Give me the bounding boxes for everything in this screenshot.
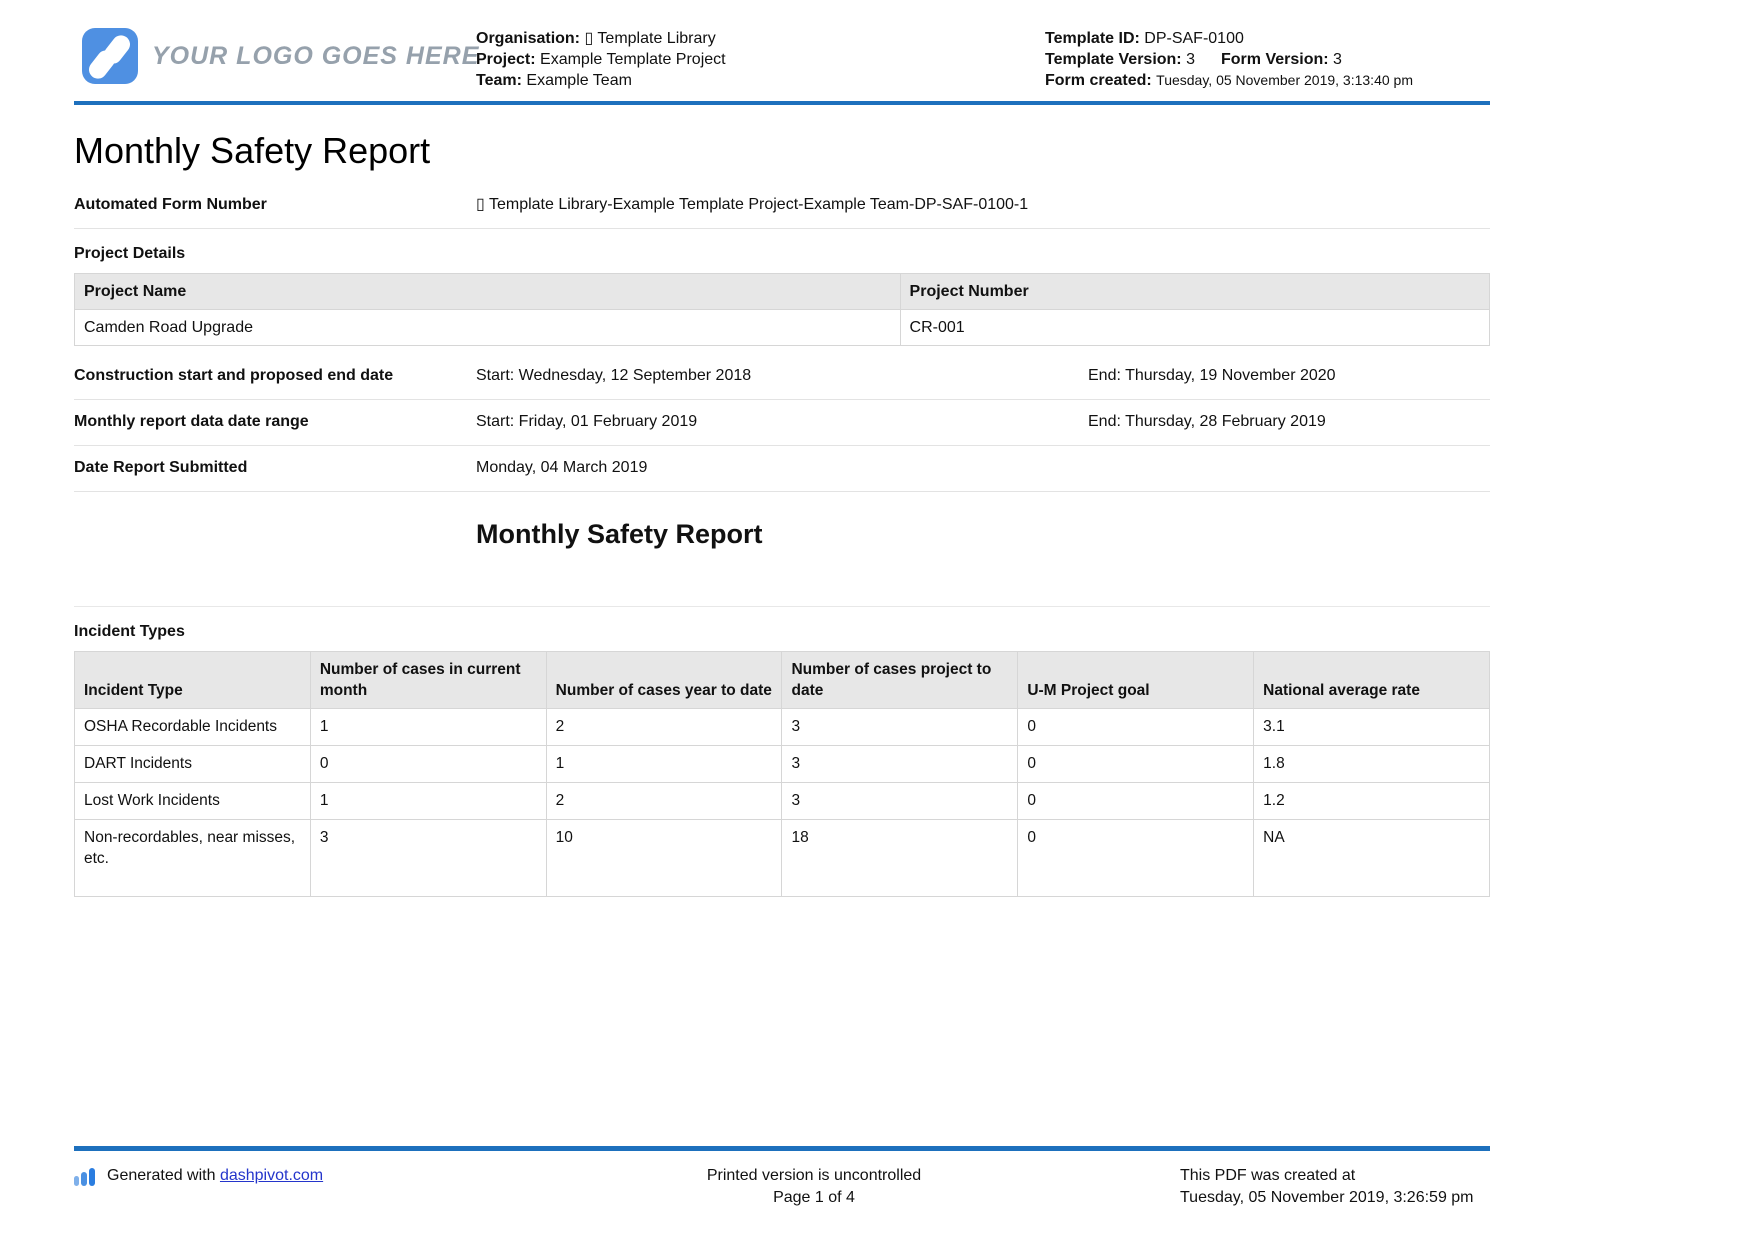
report-range-end-value: End: Thursday, 28 February 2019	[1088, 413, 1326, 430]
cell: 1	[310, 783, 546, 820]
team-line	[476, 70, 726, 91]
logo-icon	[82, 28, 138, 84]
cell: Lost Work Incidents	[75, 783, 311, 820]
automated-form-number-value: ▯ Template Library-Example Template Project-Example Team-DP-SAF-0100-1	[476, 196, 1029, 213]
document-header	[74, 26, 1490, 98]
cell: 1	[310, 709, 546, 746]
cell: 1.2	[1254, 783, 1490, 820]
cell: 10	[546, 820, 782, 897]
team-label: Team:	[476, 72, 522, 89]
construction-end-value: End: Thursday, 19 November 2020	[1088, 367, 1336, 384]
cell: 3	[782, 783, 1018, 820]
report-range-row	[74, 400, 1490, 446]
cases-project-to-date-header: Number of cases project to date	[782, 652, 1018, 709]
cell: Non-recordables, near misses, etc.	[75, 820, 311, 897]
section-heading: Monthly Safety Report	[476, 519, 763, 549]
project-goal-header: U-M Project goal	[1018, 652, 1254, 709]
cell: OSHA Recordable Incidents	[75, 709, 311, 746]
dashpivot-link[interactable]: dashpivot.com	[219, 1167, 324, 1184]
organisation-value: ▯ Template Library	[584, 30, 716, 47]
report-range-label: Monthly report data date range	[74, 413, 309, 430]
table-header-row	[75, 652, 1490, 709]
cell: DART Incidents	[75, 746, 311, 783]
form-version-value: 3	[1333, 51, 1342, 68]
cell: 3	[782, 746, 1018, 783]
form-version-label: Form Version:	[1221, 51, 1329, 68]
table-row	[75, 310, 1490, 346]
table-row	[75, 820, 1490, 897]
company-logo	[82, 28, 479, 84]
cell: NA	[1254, 820, 1490, 897]
header-template-block	[1045, 28, 1413, 91]
page-number: Page 1 of 4	[773, 1189, 855, 1206]
project-value: Example Template Project	[540, 51, 726, 68]
cell: 2	[546, 709, 782, 746]
report-range-start-value: Start: Friday, 01 February 2019	[476, 413, 698, 430]
date-submitted-row	[74, 446, 1490, 492]
date-submitted-value: Monday, 04 March 2019	[476, 459, 648, 476]
cell: 0	[1018, 746, 1254, 783]
automated-form-number-row	[74, 183, 1490, 229]
page-title: Monthly Safety Report	[74, 130, 431, 171]
generated-with-text: Generated with	[107, 1167, 220, 1184]
footer-created-at	[1084, 1165, 1490, 1209]
cell: 2	[546, 783, 782, 820]
table-row	[75, 783, 1490, 820]
cell: 1.8	[1254, 746, 1490, 783]
automated-form-number-label: Automated Form Number	[74, 196, 267, 213]
cell: 0	[1018, 783, 1254, 820]
footer-center	[544, 1165, 1084, 1209]
organisation-label: Organisation:	[476, 30, 581, 47]
template-id-label: Template ID:	[1045, 30, 1140, 47]
construction-start-value: Start: Wednesday, 12 September 2018	[476, 367, 752, 384]
cases-current-month-header: Number of cases in current month	[310, 652, 546, 709]
construction-dates-label: Construction start and proposed end date	[74, 367, 394, 384]
project-details-table	[74, 273, 1490, 346]
cell: 3.1	[1254, 709, 1490, 746]
header-org-block	[476, 28, 726, 91]
cell: 3	[310, 820, 546, 897]
pdf-created-label: This PDF was created at	[1180, 1167, 1356, 1184]
template-version-value: 3	[1186, 51, 1195, 68]
organisation-line	[476, 28, 726, 49]
cell: 18	[782, 820, 1018, 897]
uncontrolled-notice: Printed version is uncontrolled	[706, 1167, 922, 1184]
project-name-cell: Camden Road Upgrade	[75, 310, 901, 346]
cell: 1	[546, 746, 782, 783]
form-created-label: Form created:	[1045, 72, 1152, 89]
header-divider-rule	[74, 101, 1490, 105]
table-row	[75, 746, 1490, 783]
project-label: Project:	[476, 51, 536, 68]
cases-year-to-date-header: Number of cases year to date	[546, 652, 782, 709]
cell: 0	[310, 746, 546, 783]
versions-line	[1045, 49, 1413, 70]
incident-types-table	[74, 651, 1490, 897]
incident-types-label: Incident Types	[74, 623, 185, 640]
project-number-header: Project Number	[900, 274, 1489, 310]
form-created-value: Tuesday, 05 November 2019, 3:13:40 pm	[1156, 72, 1413, 88]
cell: 3	[782, 709, 1018, 746]
document-footer	[74, 1146, 1490, 1209]
footer-generated	[74, 1165, 544, 1209]
project-number-cell: CR-001	[900, 310, 1489, 346]
team-value: Example Team	[526, 72, 632, 89]
pdf-created-timestamp: Tuesday, 05 November 2019, 3:26:59 pm	[1180, 1189, 1474, 1206]
template-id-line	[1045, 28, 1413, 49]
cell: 0	[1018, 709, 1254, 746]
construction-dates-row	[74, 354, 1490, 400]
footer-divider-rule	[74, 1146, 1490, 1151]
incident-type-header: Incident Type	[75, 652, 311, 709]
dashpivot-bars-icon	[74, 1168, 97, 1186]
project-line	[476, 49, 726, 70]
section-heading-row	[74, 492, 1490, 607]
table-row	[75, 709, 1490, 746]
table-header-row	[75, 274, 1490, 310]
date-submitted-label: Date Report Submitted	[74, 459, 248, 476]
template-id-value: DP-SAF-0100	[1144, 30, 1244, 47]
template-version-label: Template Version:	[1045, 51, 1182, 68]
cell: 0	[1018, 820, 1254, 897]
logo-placeholder-text: YOUR LOGO GOES HERE	[152, 41, 480, 70]
national-average-header: National average rate	[1254, 652, 1490, 709]
project-details-label: Project Details	[74, 245, 186, 262]
project-name-header: Project Name	[75, 274, 901, 310]
form-created-line	[1045, 70, 1413, 91]
